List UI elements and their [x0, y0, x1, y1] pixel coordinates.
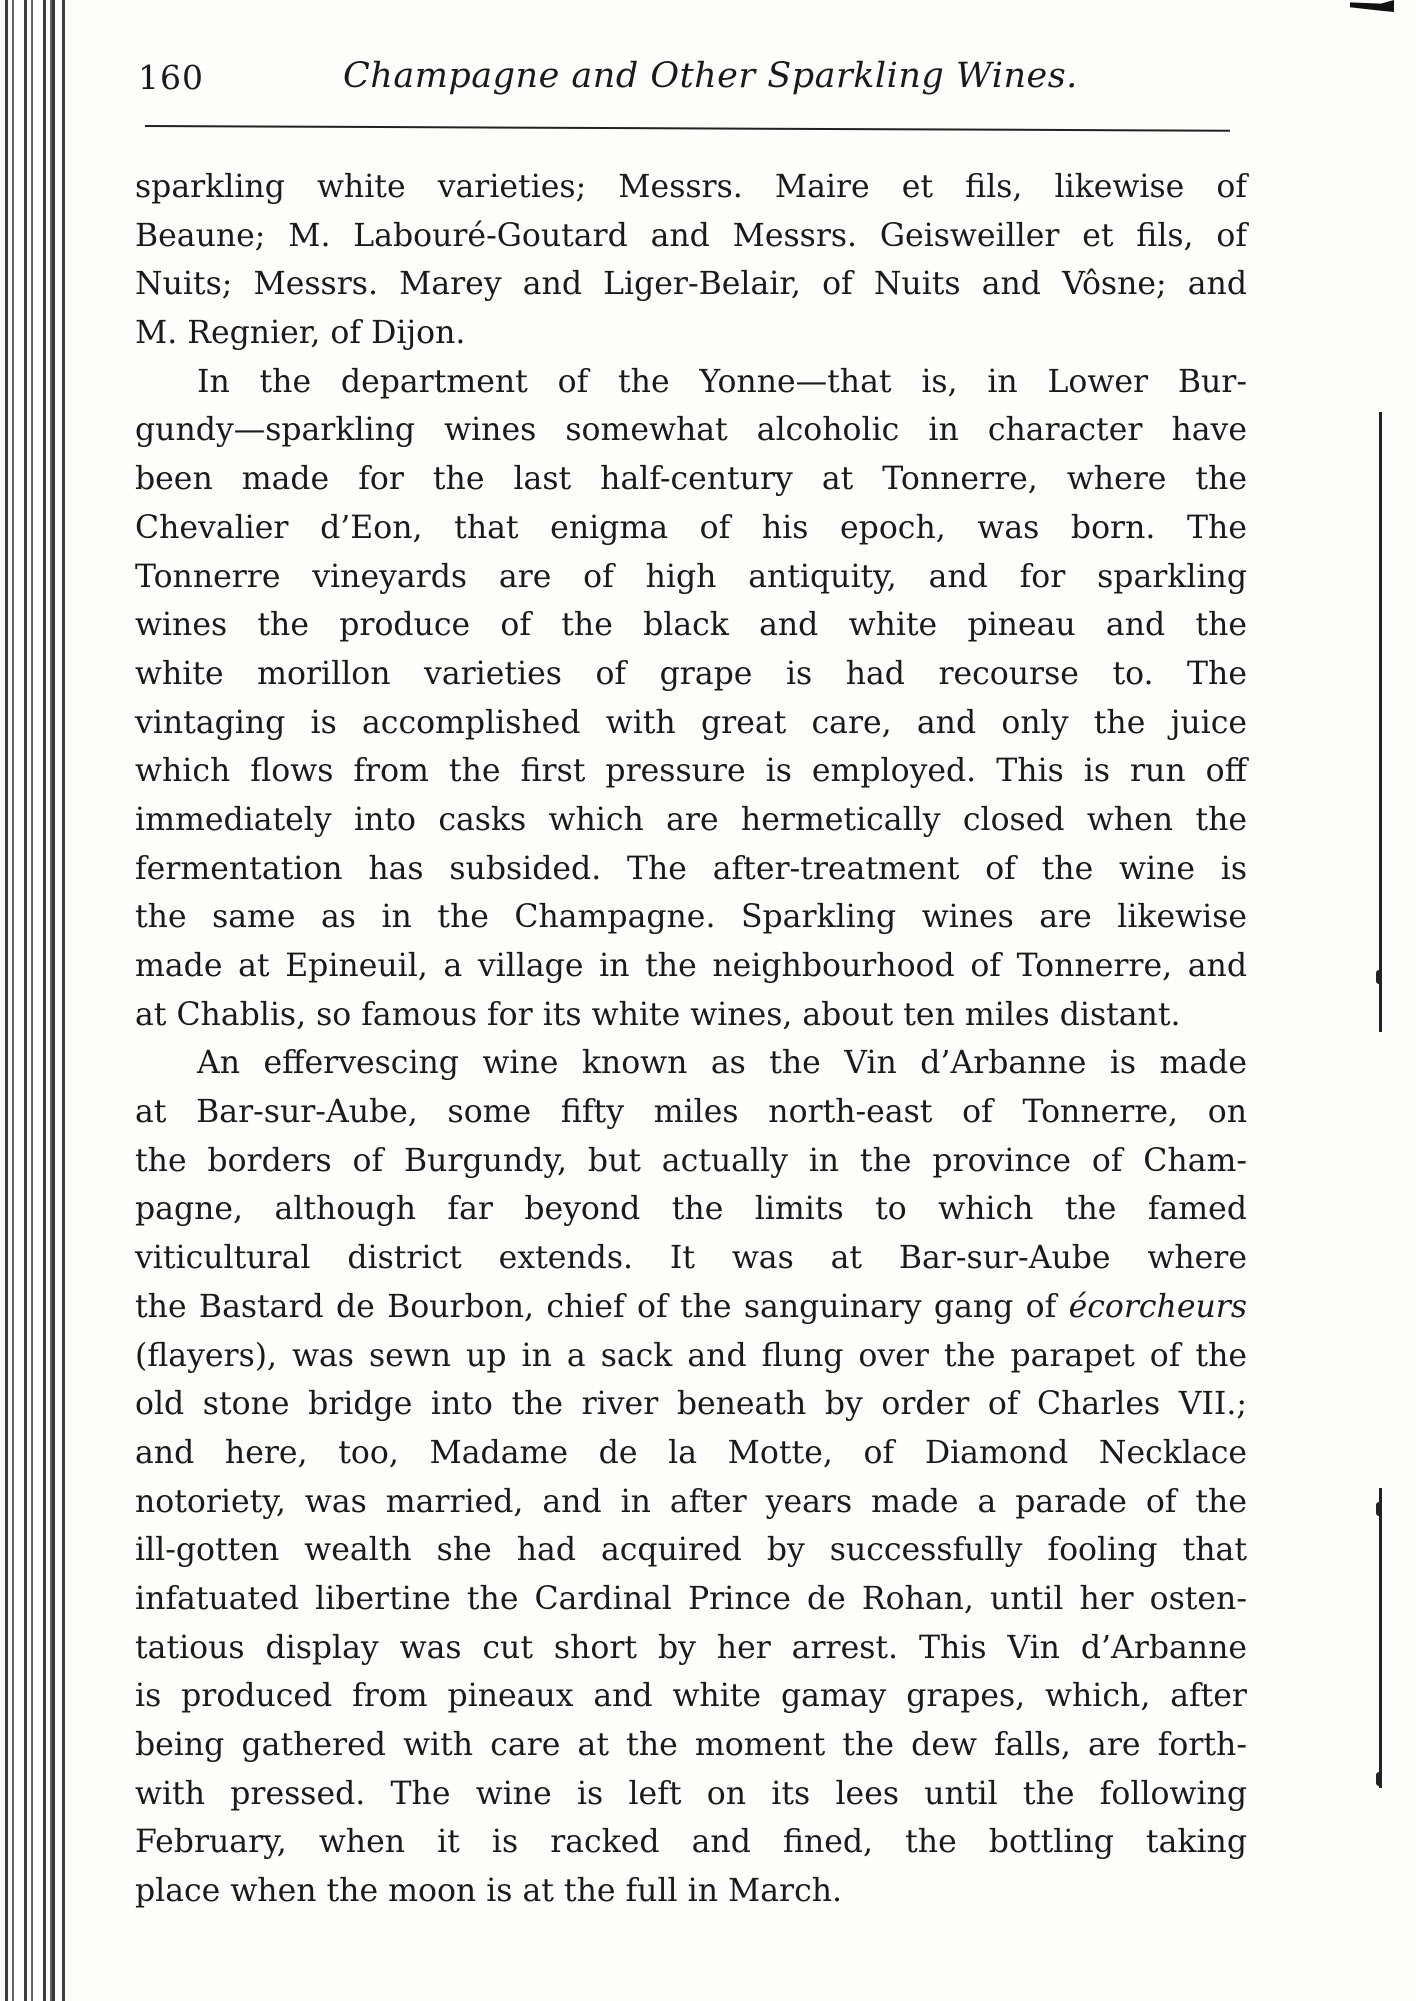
text-line: notoriety, was married, and in after years made a parade of the: [135, 1483, 1247, 1520]
text-line: at Chablis, so famous for its white wines, about ten miles distant.: [135, 996, 1181, 1033]
text-segment: the Bastard de Bourbon, chief of the sanguinary gang of: [135, 1288, 1057, 1325]
text-line-with-italic: [135, 1283, 1247, 1332]
text-line: Nuits; Messrs. Marey and Liger-Belair, of Nuits and Vôsne; and: [135, 266, 1247, 303]
page-number: 160: [138, 58, 204, 97]
margin-tick: [1376, 1502, 1382, 1516]
corner-mark: [1350, 0, 1394, 12]
text-line: M. Regnier, of Dijon.: [135, 315, 466, 352]
head-rule: [145, 125, 1230, 132]
text-line: February, when it is racked and fined, the bottling taking: [135, 1824, 1247, 1861]
text-line: being gathered with care at the moment the dew falls, are forth-: [135, 1727, 1247, 1763]
text-line: which flows from the first pressure is employed. This is run off: [135, 753, 1247, 790]
text-line: with pressed. The wine is left on its lees until the following: [135, 1775, 1247, 1812]
paragraph-start: In the department of the Yonne—that is, in Lower Bur-: [197, 363, 1247, 400]
running-head: [138, 50, 1238, 110]
text-line: infatuated libertine the Cardinal Prince de Rohan, until her osten-: [135, 1580, 1247, 1617]
italic-term: écorcheurs: [1068, 1288, 1247, 1325]
text-line: Chevalier d’Eon, that enigma of his epoch, was born. The: [135, 509, 1247, 546]
text-line: gundy—sparkling wines somewhat alcoholic in character have: [135, 412, 1247, 449]
text-line: at Bar-sur-Aube, some fifty miles north-east of Tonnerre, on: [135, 1094, 1247, 1131]
text-line: (flayers), was sewn up in a sack and flung over the parapet of the: [135, 1337, 1247, 1374]
text-line: tatious display was cut short by her arrest. This Vin d’Arbanne: [135, 1629, 1247, 1666]
text-line: vintaging is accomplished with great care, and only the juice: [135, 704, 1247, 741]
text-line: and here, too, Madame de la Motte, of Diamond Necklace: [135, 1434, 1247, 1471]
text-line: made at Epineuil, a village in the neighbourhood of Tonnerre, and: [135, 948, 1247, 984]
text-line: the same as in the Champagne. Sparkling wines are likewise: [135, 899, 1247, 936]
binding-edge: [0, 0, 66, 2001]
text-line: fermentation has subsided. The after-treatment of the wine is: [135, 850, 1247, 887]
text-line: immediately into casks which are hermetically closed when the: [135, 801, 1247, 838]
text-line: viticultural district extends. It was at Bar-sur-Aube where: [135, 1240, 1247, 1277]
running-title: Champagne and Other Sparkling Wines.: [343, 56, 1078, 96]
paragraph-start: An effervescing wine known as the Vin d’Arbanne is made: [197, 1045, 1247, 1082]
margin-tick: [1376, 970, 1382, 984]
text-line: been made for the last half-century at Tonnerre, where the: [135, 461, 1247, 498]
text-line: the borders of Burgundy, but actually in the province of Cham-: [135, 1142, 1247, 1179]
margin-line: [1379, 1488, 1382, 1788]
margin-tick: [1376, 1772, 1382, 1786]
margin-line: [1379, 412, 1382, 1032]
body-text: [135, 163, 1247, 1916]
text-line: ill-gotten wealth she had acquired by successfully fooling that: [135, 1532, 1247, 1569]
text-line: Tonnerre vineyards are of high antiquity, and for sparkling: [135, 558, 1247, 595]
text-line: pagne, although far beyond the limits to which the famed: [135, 1191, 1247, 1228]
text-line: place when the moon is at the full in March.: [135, 1873, 843, 1910]
text-line: is produced from pineaux and white gamay grapes, which, after: [135, 1678, 1247, 1715]
text-line: wines the produce of the black and white pineau and the: [135, 607, 1247, 644]
text-line: old stone bridge into the river beneath by order of Charles VII.;: [135, 1386, 1247, 1423]
text-line: Beaune; M. Labouré-Goutard and Messrs. Geisweiller et fils, of: [135, 217, 1247, 254]
text-line: white morillon varieties of grape is had recourse to. The: [135, 655, 1247, 692]
text-line: sparkling white varieties; Messrs. Maire et fils, likewise of: [135, 169, 1247, 205]
